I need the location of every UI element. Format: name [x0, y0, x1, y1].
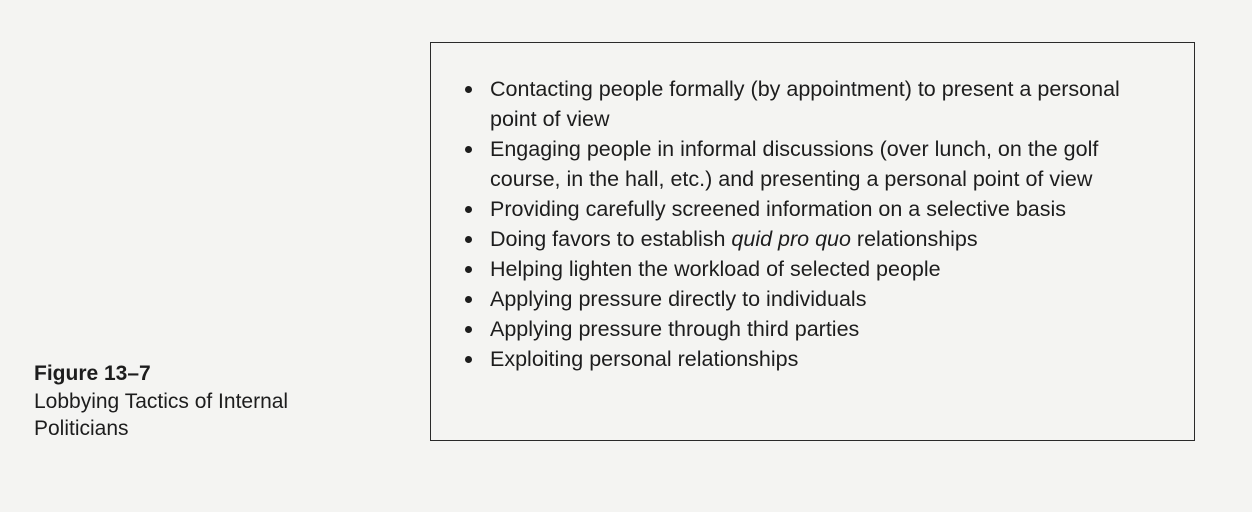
- bullet-icon: [465, 356, 472, 363]
- list-item-text: Providing carefully screened information on a selective basis: [490, 197, 1067, 221]
- list-item-text-italic: quid pro quo: [731, 227, 851, 251]
- list-item: [462, 314, 1162, 344]
- bullet-icon: [465, 266, 472, 273]
- list-item: [462, 254, 1162, 284]
- list-item-text: Applying pressure directly to individuals: [490, 287, 867, 311]
- figure-label: Figure 13–7: [34, 362, 151, 385]
- bullet-icon: [465, 236, 472, 243]
- tactics-box: [430, 42, 1195, 441]
- list-item-text-pre: Doing favors to establish: [490, 227, 732, 251]
- tactics-list: [462, 74, 1162, 374]
- list-item-text: Contacting people formally (by appointment) to present a personal point of view: [490, 77, 1120, 131]
- list-item-text: Engaging people in informal discussions (over lunch, on the golf course, in the hall, etc.) and presenting a personal point of view: [490, 137, 1099, 191]
- list-item: [462, 284, 1162, 314]
- list-item-text: Applying pressure through third parties: [490, 317, 860, 341]
- list-item: [462, 134, 1162, 194]
- list-item: [462, 224, 1162, 254]
- bullet-icon: [465, 146, 472, 153]
- bullet-icon: [465, 296, 472, 303]
- figure-caption: [34, 360, 374, 442]
- list-item: [462, 194, 1162, 224]
- list-item: [462, 344, 1162, 374]
- bullet-icon: [465, 206, 472, 213]
- bullet-icon: [465, 86, 472, 93]
- bullet-icon: [465, 326, 472, 333]
- list-item-text: Helping lighten the workload of selected people: [490, 257, 941, 281]
- list-item-text-post: relationships: [850, 227, 978, 251]
- figure-title: Lobbying Tactics of Internal Politicians: [34, 390, 289, 440]
- list-item: [462, 74, 1162, 134]
- list-item-text: Exploiting personal relationships: [490, 347, 799, 371]
